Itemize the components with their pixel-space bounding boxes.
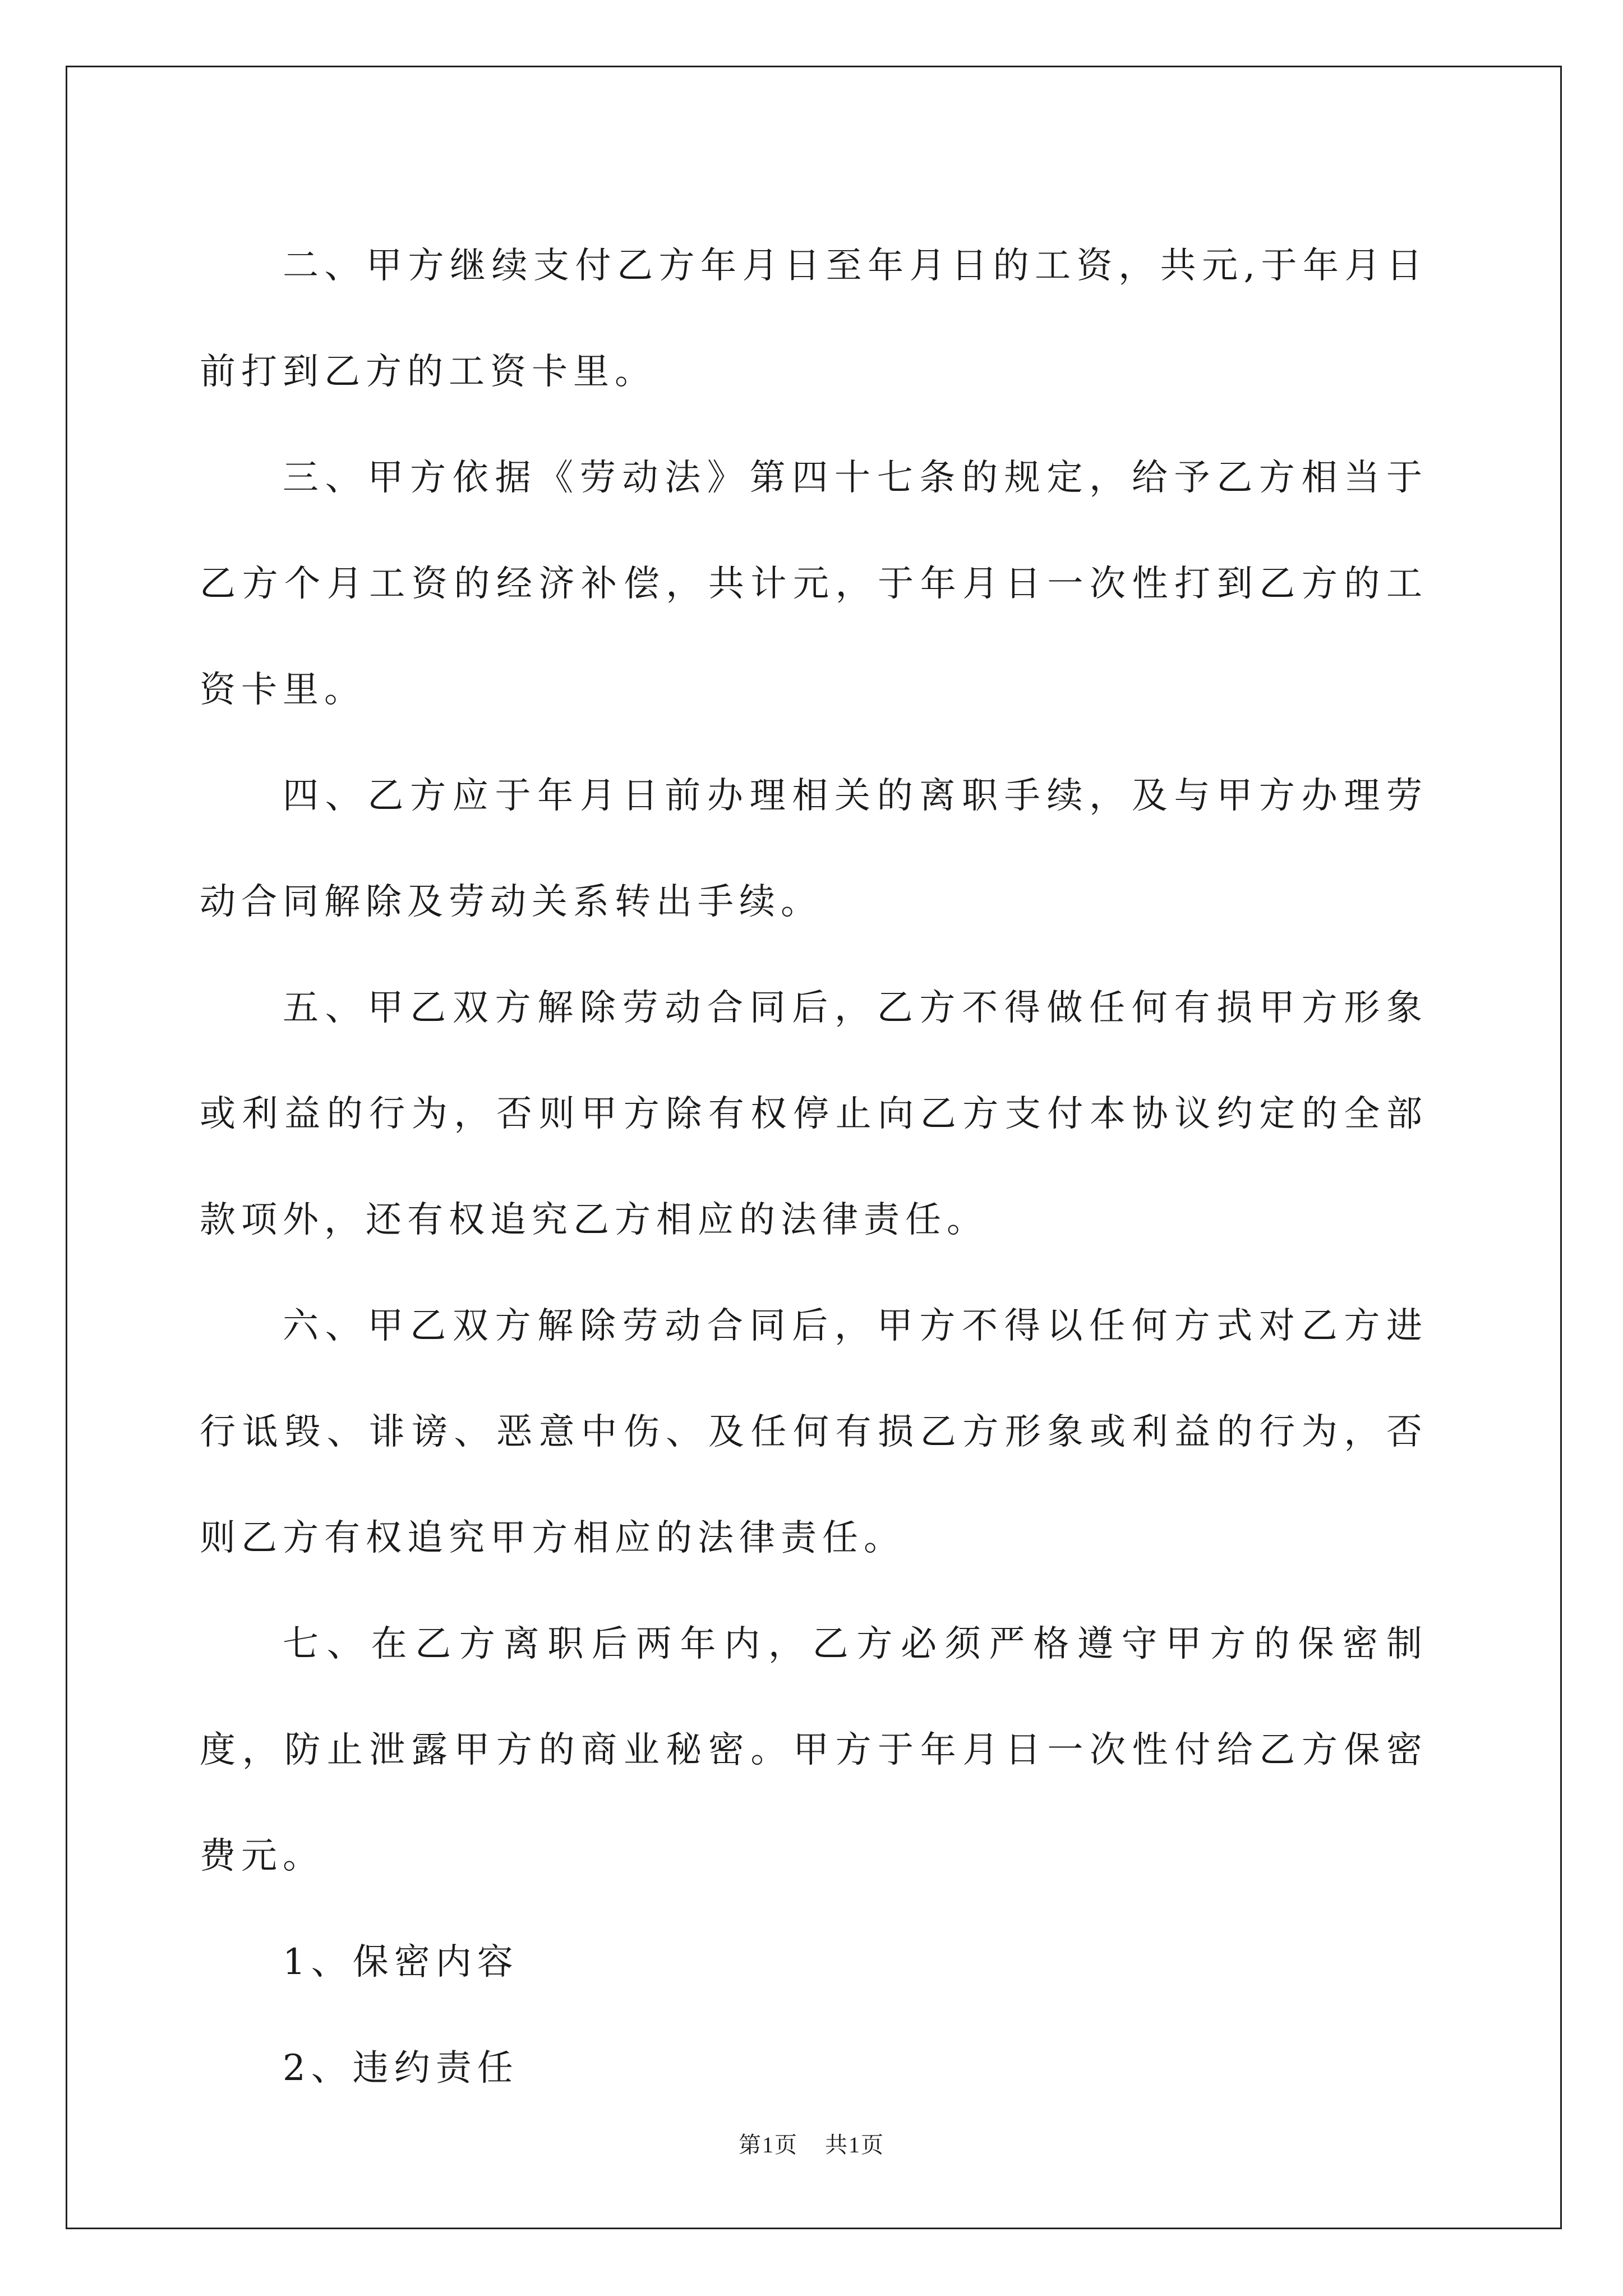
page-number-current: 第1页 xyxy=(739,2132,798,2157)
page-footer xyxy=(0,2127,1623,2159)
clause-2-paragraph: 二、甲方继续支付乙方年月日至年月日的工资，共元,于年月日前打到乙方的工资卡里。 xyxy=(200,245,1428,393)
confidentiality-content-item: 1、保密内容 xyxy=(283,1941,519,1983)
clause-5-paragraph: 五、甲乙双方解除劳动合同后，乙方不得做任何有损甲方形象或利益的行为，否则甲方除有权停止向乙方支付本协议约定的全部款项外，还有权追究乙方相应的法律责任。 xyxy=(200,987,1428,1241)
breach-liability-item: 2、违约责任 xyxy=(283,2047,519,2089)
document-body xyxy=(200,213,1428,2122)
clause-3-paragraph: 三、甲方依据《劳动法》第四十七条的规定，给予乙方相当于乙方个月工资的经济补偿，共计元，于年月日一次性打到乙方的工资卡里。 xyxy=(200,457,1428,711)
page-number-total: 共1页 xyxy=(825,2132,884,2157)
clause-4-paragraph: 四、乙方应于年月日前办理相关的离职手续，及与甲方办理劳动合同解除及劳动关系转出手续。 xyxy=(200,775,1428,923)
clause-6-paragraph: 六、甲乙双方解除劳动合同后，甲方不得以任何方式对乙方进行诋毁、诽谤、恶意中伤、及任何有损乙方形象或利益的行为，否则乙方有权追究甲方相应的法律责任。 xyxy=(200,1305,1428,1559)
clause-7-paragraph: 七、在乙方离职后两年内，乙方必须严格遵守甲方的保密制度，防止泄露甲方的商业秘密。甲方于年月日一次性付给乙方保密费元。 xyxy=(200,1623,1428,1877)
